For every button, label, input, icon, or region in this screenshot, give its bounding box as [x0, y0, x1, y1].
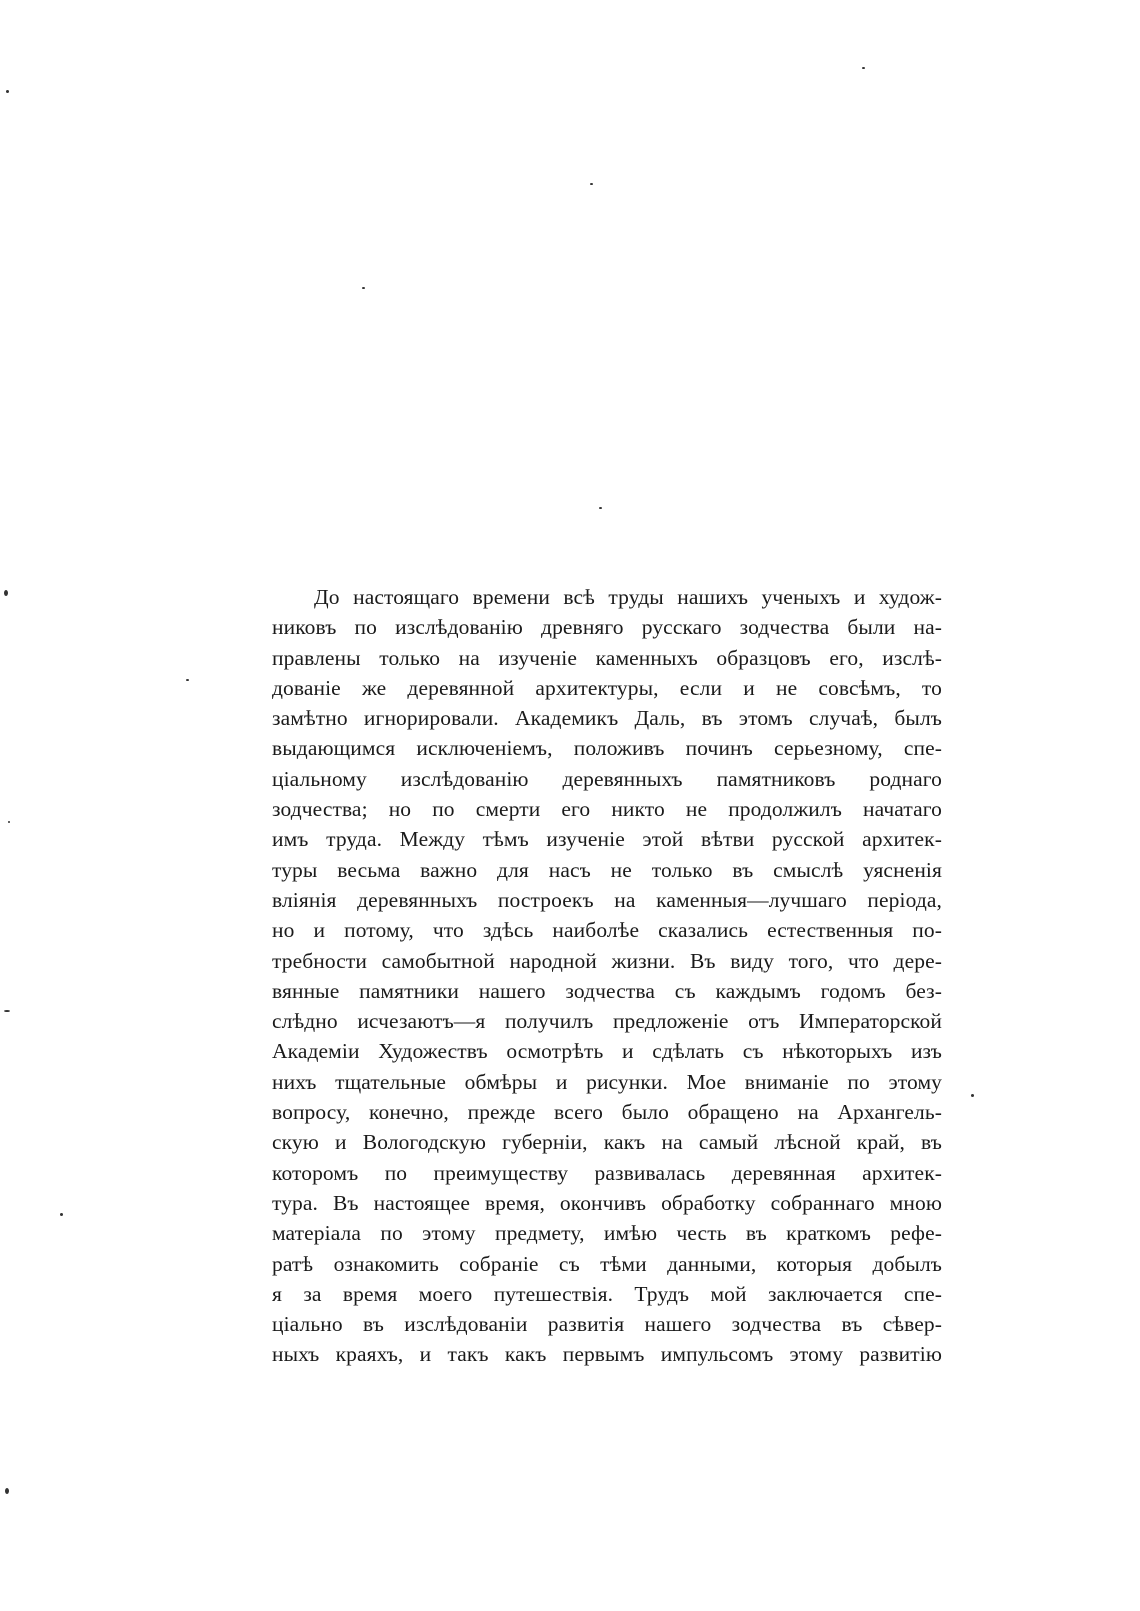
scan-speck — [5, 1488, 9, 1494]
text-line: дованіе же деревянной архитектуры, если и не совсѣмъ, то — [272, 675, 942, 700]
scan-speck — [6, 90, 9, 93]
text-line: ціально въ изслѣдованіи развитія нашего зодчества въ сѣвер- — [272, 1312, 942, 1337]
text-line: слѣдно исчезаютъ—я получилъ предложеніе отъ Императорской — [272, 1009, 942, 1034]
text-line: тура. Въ настоящее время, окончивъ обработку собраннаго мною — [272, 1190, 942, 1215]
text-line: скую и Вологодскую губерніи, какъ на самый лѣсной край, въ — [272, 1130, 942, 1155]
text-line: замѣтно игнорировали. Академикъ Даль, въ этомъ случаѣ, былъ — [272, 706, 942, 731]
scan-speck — [590, 183, 593, 185]
text-line: ратѣ ознакомить собраніе съ тѣми данными, которыя добылъ — [272, 1251, 942, 1276]
body-paragraph — [272, 582, 942, 1370]
scan-speck — [186, 679, 189, 681]
scan-speck — [971, 1094, 974, 1097]
text-line: которомъ по преимуществу развивалась деревянная архитек- — [272, 1160, 942, 1185]
text-line: матеріала по этому предмету, имѣю честь въ краткомъ рефе- — [272, 1221, 942, 1246]
scan-speck — [862, 67, 865, 69]
text-line: вянные памятники нашего зодчества съ каждымъ годомъ без- — [272, 978, 942, 1003]
text-line: нихъ тщательные обмѣры и рисунки. Мое вниманіе по этому — [272, 1069, 942, 1094]
text-line: ныхъ краяхъ, и такъ какъ первымъ импульсомъ этому развитію — [272, 1342, 942, 1367]
text-line: туры весьма важно для насъ не только въ смыслѣ уясненія — [272, 857, 942, 882]
text-line: имъ труда. Между тѣмъ изученіе этой вѣтви русской архитек- — [272, 827, 942, 852]
scan-speck — [362, 287, 365, 289]
scan-speck — [8, 821, 10, 823]
scan-speck — [4, 1010, 10, 1012]
text-line: вліянія деревянныхъ построекъ на каменныя—лучшаго періода, — [272, 887, 942, 912]
text-line: выдающимся исключеніемъ, положивъ починъ серьезному, спе- — [272, 736, 942, 761]
scan-speck — [60, 1213, 63, 1216]
text-line: зодчества; но по смерти его никто не продолжилъ начатаго — [272, 797, 942, 822]
text-line: До настоящаго времени всѣ труды нашихъ ученыхъ и худож- — [314, 585, 942, 609]
text-line: Академіи Художествъ осмотрѣть и сдѣлать съ нѣкоторыхъ изъ — [272, 1039, 942, 1064]
scan-speck — [599, 507, 602, 509]
text-line: требности самобытной народной жизни. Въ виду того, что дере- — [272, 948, 942, 973]
text-line: никовъ по изслѣдованію древняго русскаго зодчества были на- — [272, 615, 942, 640]
text-line: правлены только на изученіе каменныхъ образцовъ его, изслѣ- — [272, 645, 942, 670]
text-line: я за время моего путешествія. Трудъ мой заключается спе- — [272, 1281, 942, 1306]
text-line: вопросу, конечно, прежде всего было обращено на Архангель- — [272, 1100, 942, 1125]
scan-speck — [4, 590, 8, 596]
text-line: ціальному изслѣдованію деревянныхъ памятниковъ роднаго — [272, 766, 942, 791]
text-line: но и потому, что здѣсь наиболѣе сказались естественныя по- — [272, 918, 942, 943]
